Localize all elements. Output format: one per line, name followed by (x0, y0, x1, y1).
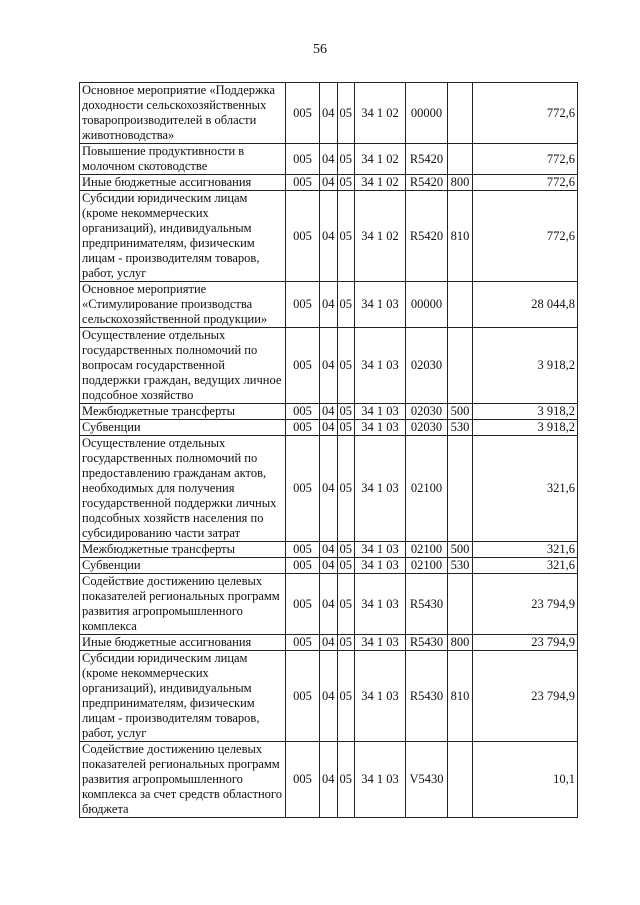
amount-cell: 23 794,9 (473, 574, 578, 635)
program-code-cell: 34 1 03 (355, 542, 406, 558)
table-row (80, 175, 578, 191)
program-code-cell: 34 1 03 (355, 328, 406, 404)
direction-code-cell: R5420 (406, 175, 448, 191)
expense-type-code-cell: 530 (448, 558, 473, 574)
ministry-code-cell: 005 (286, 175, 320, 191)
section-code-cell: 04 (320, 144, 338, 175)
table-row (80, 191, 578, 282)
direction-code-cell: R5420 (406, 144, 448, 175)
amount-cell: 10,1 (473, 742, 578, 818)
ministry-code-cell: 005 (286, 542, 320, 558)
budget-table (79, 82, 578, 818)
ministry-code-cell: 005 (286, 436, 320, 542)
expense-type-code-cell (448, 144, 473, 175)
amount-cell: 772,6 (473, 175, 578, 191)
subsection-code-cell: 05 (337, 558, 355, 574)
row-name-cell: Субвенции (80, 420, 286, 436)
subsection-code-cell: 05 (337, 282, 355, 328)
amount-cell: 772,6 (473, 144, 578, 175)
program-code-cell: 34 1 02 (355, 83, 406, 144)
program-code-cell: 34 1 02 (355, 144, 406, 175)
ministry-code-cell: 005 (286, 83, 320, 144)
row-name-cell: Субвенции (80, 558, 286, 574)
expense-type-code-cell: 500 (448, 404, 473, 420)
expense-type-code-cell (448, 574, 473, 635)
program-code-cell: 34 1 03 (355, 404, 406, 420)
table-row (80, 328, 578, 404)
program-code-cell: 34 1 03 (355, 558, 406, 574)
row-name-cell: Иные бюджетные ассигнования (80, 175, 286, 191)
section-code-cell: 04 (320, 742, 338, 818)
ministry-code-cell: 005 (286, 404, 320, 420)
amount-cell: 772,6 (473, 83, 578, 144)
row-name-cell: Осуществление отдельных государственных полномочий по предоставлению гражданам актов, необходимых для получения государственной поддержки личных подсобных хозяйств населения по субсидированию части затрат (80, 436, 286, 542)
amount-cell: 321,6 (473, 542, 578, 558)
row-name-cell: Межбюджетные трансферты (80, 404, 286, 420)
expense-type-code-cell (448, 436, 473, 542)
direction-code-cell: R5420 (406, 191, 448, 282)
expense-type-code-cell: 530 (448, 420, 473, 436)
direction-code-cell: V5430 (406, 742, 448, 818)
ministry-code-cell: 005 (286, 742, 320, 818)
amount-cell: 23 794,9 (473, 651, 578, 742)
amount-cell: 23 794,9 (473, 635, 578, 651)
ministry-code-cell: 005 (286, 328, 320, 404)
direction-code-cell: 02100 (406, 436, 448, 542)
section-code-cell: 04 (320, 420, 338, 436)
ministry-code-cell: 005 (286, 558, 320, 574)
row-name-cell: Осуществление отдельных государственных полномочий по вопросам государственной поддержки граждан, ведущих личное подсобное хозяйство (80, 328, 286, 404)
direction-code-cell: R5430 (406, 651, 448, 742)
section-code-cell: 04 (320, 282, 338, 328)
table-row (80, 651, 578, 742)
expense-type-code-cell: 810 (448, 191, 473, 282)
section-code-cell: 04 (320, 436, 338, 542)
direction-code-cell: 00000 (406, 282, 448, 328)
section-code-cell: 04 (320, 404, 338, 420)
table-row (80, 144, 578, 175)
row-name-cell: Субсидии юридическим лицам (кроме некоммерческих организаций), индивидуальным предпринимателям, физическим лицам - производителям товаров, работ, услуг (80, 651, 286, 742)
row-name-cell: Межбюджетные трансферты (80, 542, 286, 558)
direction-code-cell: 02030 (406, 328, 448, 404)
expense-type-code-cell: 500 (448, 542, 473, 558)
page-number: 56 (313, 42, 327, 57)
direction-code-cell: 00000 (406, 83, 448, 144)
amount-cell: 321,6 (473, 558, 578, 574)
section-code-cell: 04 (320, 574, 338, 635)
section-code-cell: 04 (320, 328, 338, 404)
subsection-code-cell: 05 (337, 404, 355, 420)
amount-cell: 3 918,2 (473, 420, 578, 436)
subsection-code-cell: 05 (337, 436, 355, 542)
expense-type-code-cell (448, 742, 473, 818)
subsection-code-cell: 05 (337, 742, 355, 818)
table-row (80, 742, 578, 818)
table-row (80, 83, 578, 144)
table-row (80, 558, 578, 574)
subsection-code-cell: 05 (337, 635, 355, 651)
ministry-code-cell: 005 (286, 651, 320, 742)
row-name-cell: Содействие достижению целевых показателей региональных программ развития агропромышленного комплекса (80, 574, 286, 635)
expense-type-code-cell: 810 (448, 651, 473, 742)
row-name-cell: Иные бюджетные ассигнования (80, 635, 286, 651)
ministry-code-cell: 005 (286, 144, 320, 175)
ministry-code-cell: 005 (286, 420, 320, 436)
direction-code-cell: 02100 (406, 542, 448, 558)
section-code-cell: 04 (320, 175, 338, 191)
table-row (80, 574, 578, 635)
subsection-code-cell: 05 (337, 574, 355, 635)
ministry-code-cell: 005 (286, 635, 320, 651)
program-code-cell: 34 1 03 (355, 436, 406, 542)
amount-cell: 3 918,2 (473, 404, 578, 420)
row-name-cell: Субсидии юридическим лицам (кроме некоммерческих организаций), индивидуальным предпринимателям, физическим лицам - производителям товаров, работ, услуг (80, 191, 286, 282)
direction-code-cell: 02030 (406, 404, 448, 420)
program-code-cell: 34 1 03 (355, 574, 406, 635)
amount-cell: 772,6 (473, 191, 578, 282)
subsection-code-cell: 05 (337, 191, 355, 282)
row-name-cell: Основное мероприятие «Стимулирование производства сельскохозяйственной продукции» (80, 282, 286, 328)
ministry-code-cell: 005 (286, 574, 320, 635)
table-row (80, 404, 578, 420)
row-name-cell: Содействие достижению целевых показателей региональных программ развития агропромышленного комплекса за счет средств областного бюджета (80, 742, 286, 818)
section-code-cell: 04 (320, 191, 338, 282)
row-name-cell: Основное мероприятие «Поддержка доходности сельскохозяйственных товаропроизводителей в области животноводства» (80, 83, 286, 144)
subsection-code-cell: 05 (337, 175, 355, 191)
program-code-cell: 34 1 02 (355, 175, 406, 191)
expense-type-code-cell (448, 83, 473, 144)
expense-type-code-cell (448, 328, 473, 404)
direction-code-cell: 02030 (406, 420, 448, 436)
direction-code-cell: 02100 (406, 558, 448, 574)
amount-cell: 321,6 (473, 436, 578, 542)
table-row (80, 635, 578, 651)
program-code-cell: 34 1 03 (355, 742, 406, 818)
row-name-cell: Повышение продуктивности в молочном скотоводстве (80, 144, 286, 175)
program-code-cell: 34 1 02 (355, 191, 406, 282)
subsection-code-cell: 05 (337, 651, 355, 742)
table-row (80, 542, 578, 558)
section-code-cell: 04 (320, 83, 338, 144)
direction-code-cell: R5430 (406, 574, 448, 635)
expense-type-code-cell (448, 282, 473, 328)
expense-type-code-cell: 800 (448, 175, 473, 191)
direction-code-cell: R5430 (406, 635, 448, 651)
subsection-code-cell: 05 (337, 542, 355, 558)
table-row (80, 282, 578, 328)
amount-cell: 3 918,2 (473, 328, 578, 404)
section-code-cell: 04 (320, 635, 338, 651)
section-code-cell: 04 (320, 651, 338, 742)
subsection-code-cell: 05 (337, 420, 355, 436)
program-code-cell: 34 1 03 (355, 651, 406, 742)
table-row (80, 436, 578, 542)
section-code-cell: 04 (320, 558, 338, 574)
subsection-code-cell: 05 (337, 144, 355, 175)
ministry-code-cell: 005 (286, 282, 320, 328)
program-code-cell: 34 1 03 (355, 420, 406, 436)
subsection-code-cell: 05 (337, 83, 355, 144)
program-code-cell: 34 1 03 (355, 635, 406, 651)
subsection-code-cell: 05 (337, 328, 355, 404)
amount-cell: 28 044,8 (473, 282, 578, 328)
table-row (80, 420, 578, 436)
expense-type-code-cell: 800 (448, 635, 473, 651)
section-code-cell: 04 (320, 542, 338, 558)
program-code-cell: 34 1 03 (355, 282, 406, 328)
ministry-code-cell: 005 (286, 191, 320, 282)
